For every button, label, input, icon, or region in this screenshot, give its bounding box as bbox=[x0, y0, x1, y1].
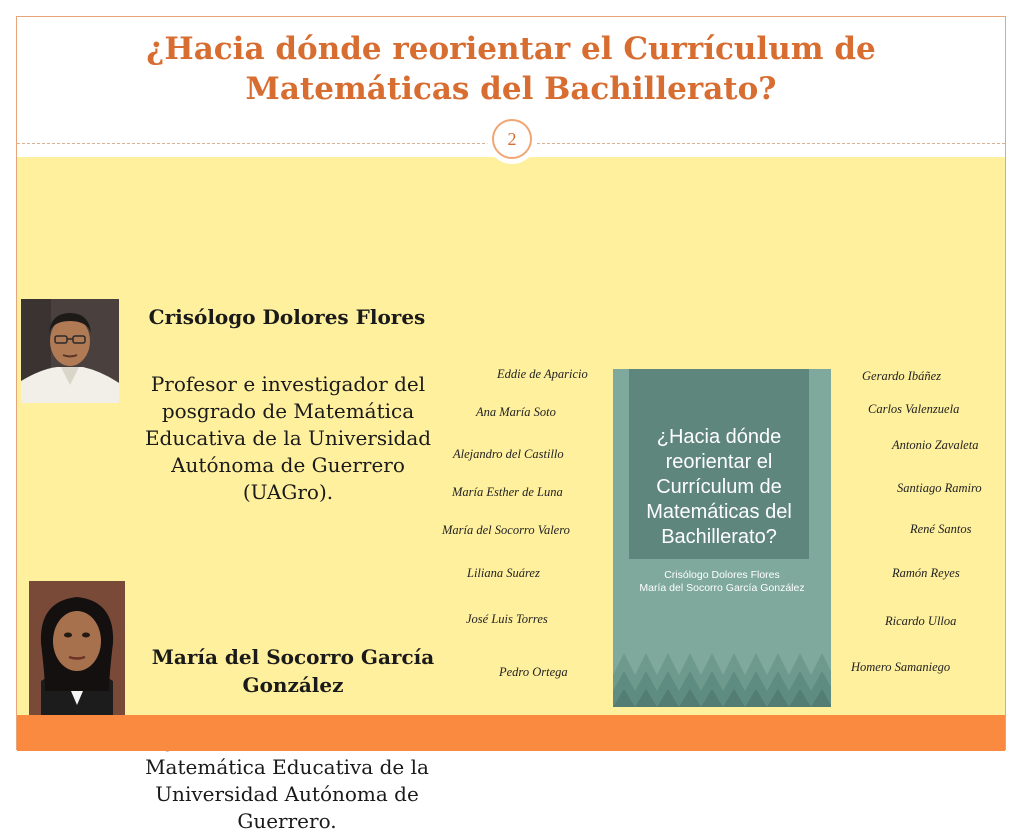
author-1-description: Profesor e investigador del posgrado de Matemática Educativa de la Universidad Autónoma de Guerrero (UAGro). bbox=[144, 372, 432, 504]
contributor-right: Ricardo Ulloa bbox=[885, 614, 957, 628]
footer-bar bbox=[17, 715, 1005, 751]
contributor-right: Homero Samaniego bbox=[851, 660, 951, 674]
person-portrait-icon bbox=[21, 299, 119, 403]
author-2-name: María del Socorro García González bbox=[151, 645, 435, 697]
contributor-right: Carlos Valenzuela bbox=[868, 402, 960, 416]
content-area bbox=[17, 157, 1005, 833]
person-portrait-icon bbox=[29, 581, 125, 727]
page-number-badge bbox=[487, 114, 537, 164]
contributor-left: Ana María Soto bbox=[476, 405, 556, 419]
author-photo-maria bbox=[29, 581, 125, 727]
book-authors bbox=[613, 569, 831, 595]
contributor-left: José Luis Torres bbox=[466, 612, 548, 626]
diamond-pattern-icon bbox=[613, 645, 831, 707]
book-cover bbox=[613, 369, 831, 707]
contributor-right: Santiago Ramiro bbox=[897, 481, 982, 495]
author-1-name: Crisólogo Dolores Flores bbox=[148, 305, 426, 329]
slide-title bbox=[17, 29, 1005, 109]
contributor-right: Gerardo Ibáñez bbox=[862, 369, 942, 383]
author-photo-crisologo bbox=[21, 299, 119, 403]
page-number: 2 bbox=[492, 119, 532, 159]
contributor-left: María Esther de Luna bbox=[452, 485, 563, 499]
slide-title-line-1: ¿Hacia dónde reorientar el Currículum de bbox=[146, 31, 876, 67]
book-title: ¿Hacia dónde reorientar el Currículum de Matemáticas del Bachillerato? bbox=[646, 426, 792, 548]
contributor-right: René Santos bbox=[910, 522, 972, 536]
slide-title-line-2: Matemáticas del Bachillerato? bbox=[245, 71, 777, 107]
author-2-description: Matemática Educativa de la Universidad Autónoma de Guerrero. bbox=[145, 755, 429, 833]
contributor-left: María del Socorro Valero bbox=[442, 523, 570, 537]
contributor-left: Eddie de Aparicio bbox=[497, 367, 588, 381]
contributor-right: Ramón Reyes bbox=[892, 566, 960, 580]
slide bbox=[16, 16, 1006, 833]
contributor-left: Pedro Ortega bbox=[499, 665, 568, 679]
book-title-box bbox=[629, 369, 809, 559]
contributor-left: Alejandro del Castillo bbox=[453, 447, 564, 461]
book-author-2: María del Socorro García González bbox=[639, 582, 805, 594]
contributor-right: Antonio Zavaleta bbox=[892, 438, 979, 452]
contributor-left: Liliana Suárez bbox=[467, 566, 540, 580]
book-author-1: Crisólogo Dolores Flores bbox=[664, 569, 780, 581]
